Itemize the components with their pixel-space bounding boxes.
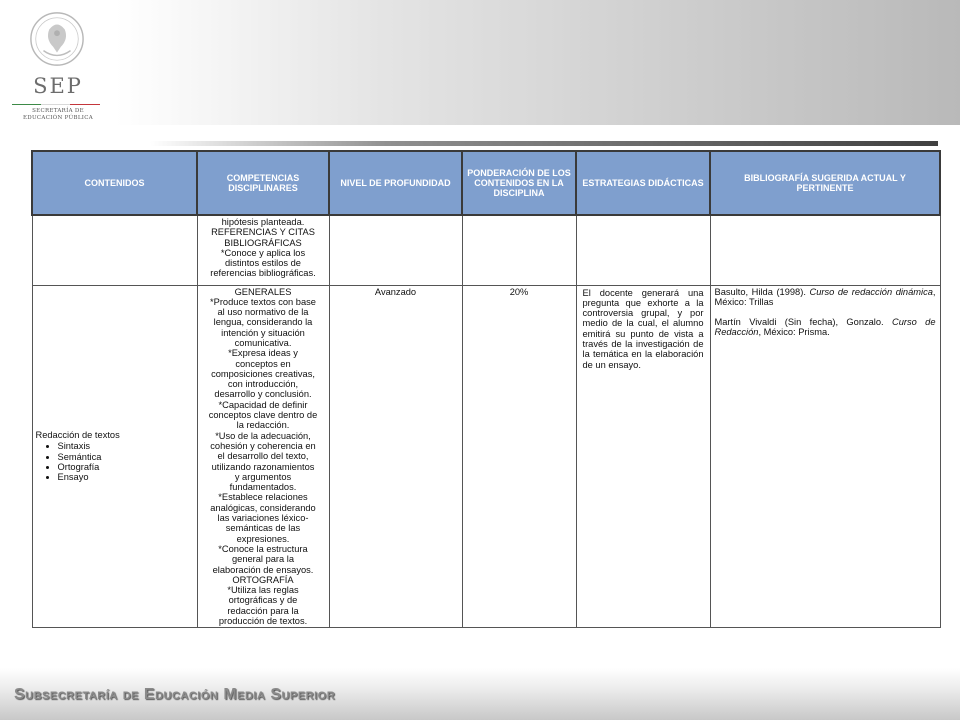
competencia-line: *Conoce la estructura: [218, 543, 308, 554]
competencia-line: conceptos en: [235, 358, 291, 369]
competencia-line: las variaciones léxico-: [217, 513, 309, 524]
competencia-line: REFERENCIAS Y CITAS: [211, 227, 315, 238]
list-item: • Semántica: [58, 452, 194, 462]
row1-estrategias-cell: [576, 215, 710, 285]
bib2-author: Martín Vivaldi (Sin fecha), Gonzalo.: [714, 317, 884, 328]
competencia-line: fundamentados.: [229, 482, 297, 493]
list-item: • Sintaxis: [58, 441, 194, 451]
competencia-line: *Capacidad de definir: [218, 399, 308, 410]
competencia-line: cohesión y coherencia en: [210, 440, 316, 451]
competencia-line: elaboración de ensayos.: [212, 564, 314, 575]
competencia-line: *Uso de la adecuación,: [215, 430, 311, 441]
header-bibliografia: BIBLIOGRAFÍA SUGERIDA ACTUAL Y PERTINENTE: [710, 151, 940, 215]
sep-subtitle: [8, 108, 108, 122]
header-ponderacion: PONDERACIÓN DE LOS CONTENIDOS EN LA DISCIPLINA: [462, 151, 576, 215]
competencia-line: producción de textos.: [218, 616, 308, 626]
bib1-author: Basulto, Hilda (1998).: [714, 286, 806, 297]
competencia-line: el desarrollo del texto,: [217, 451, 309, 462]
sep-subtitle-line1: SECRETARÍA DE: [32, 108, 84, 114]
sep-logo: [8, 8, 108, 120]
competencia-line: BIBLIOGRÁFICAS: [224, 237, 302, 248]
bibliography-entry-2: [715, 317, 936, 338]
list-item: • Ortografía: [58, 462, 194, 472]
header-contenidos: CONTENIDOS: [32, 151, 197, 215]
contenido-list: [36, 441, 194, 482]
contenido-title: Redacción de textos: [35, 430, 120, 441]
table-header-row: [32, 151, 940, 215]
row1-nivel-cell: [329, 215, 462, 285]
bib1-title: Curso de redacción dinámica: [809, 286, 933, 297]
competencia-line: expresiones.: [236, 533, 290, 544]
header-nivel: NIVEL DE PROFUNDIDAD: [329, 151, 462, 215]
list-item: • Ensayo: [58, 472, 194, 482]
estrategias-text: El docente generará una pregunta que exhorte a la controversia grupal, y por medio de la cual, el alumno emitirá su punto de vista a través de la investigación de la temática en la elaboración de un ensayo.: [582, 287, 704, 370]
competencia-line: *Conoce y aplica los: [220, 247, 306, 258]
sep-wordmark: SEP: [33, 74, 83, 98]
table-top-divider: [150, 141, 938, 146]
bib1-rest: , México: Trillas: [714, 286, 936, 307]
row1-contenidos-cell: [32, 215, 197, 285]
competencia-line: ORTOGRAFÍA: [232, 574, 294, 585]
competencia-line: y argumentos: [234, 471, 292, 482]
competencia-line: distintos estilos de: [225, 258, 301, 269]
competencia-line: desarrollo y conclusión.: [214, 389, 312, 400]
national-seal-icon: [28, 10, 86, 68]
ponderacion-value: 20%: [509, 286, 529, 297]
competencia-line: comunicativa.: [234, 337, 292, 348]
bib2-rest: , México: Prisma.: [758, 327, 830, 338]
competencia-line: *Establece relaciones: [218, 492, 308, 503]
row2-nivel-cell: [329, 285, 462, 628]
table-row: [32, 285, 940, 628]
competencia-line: *Expresa ideas y: [228, 348, 298, 359]
sep-subtitle-line2: EDUCACIÓN PÚBLICA: [22, 115, 94, 121]
competencia-line: semánticas de las: [225, 523, 301, 534]
row2-bibliografia-cell: [710, 285, 940, 628]
competencia-line: utilizando razonamientos: [211, 461, 315, 472]
curriculum-table: [31, 150, 941, 628]
row2-estrategias-cell: [576, 285, 710, 628]
competencia-line: referencias bibliográficas.: [210, 268, 316, 279]
row1-bibliografia-cell: [710, 215, 940, 285]
header-estrategias: ESTRATEGIAS DIDÁCTICAS: [576, 151, 710, 215]
competencia-line: *Utiliza las reglas: [227, 585, 299, 596]
table-row: [32, 215, 940, 285]
row1-ponderacion-cell: [462, 215, 576, 285]
bib2-title: Curso de Redacción: [714, 317, 936, 338]
competencia-line: GENERALES: [234, 286, 292, 297]
competencia-line: general para la: [231, 554, 295, 565]
nivel-value: Avanzado: [374, 286, 417, 297]
competencia-line: redacción para la: [227, 605, 299, 616]
competencia-line: ortográficas y de: [228, 595, 298, 606]
competencia-line: hipótesis planteada.: [221, 217, 305, 227]
competencia-line: la redacción.: [236, 420, 290, 431]
row2-ponderacion-cell: [462, 285, 576, 628]
row1-competencias-cell: [197, 215, 329, 285]
bibliography-entry-1: [715, 287, 936, 308]
row2-competencias-cell: [197, 285, 329, 628]
header-band: [0, 0, 960, 125]
competencia-line: con introducción,: [227, 379, 299, 390]
competencia-line: *Produce textos con base: [210, 296, 316, 307]
row2-contenidos-cell: [32, 285, 197, 628]
header-competencias: COMPETENCIAS DISCIPLINARES: [197, 151, 329, 215]
sep-tricolor-line: [12, 104, 100, 105]
competencia-line: lengua, considerando la: [213, 317, 313, 328]
competencia-line: analógicas, considerando: [210, 502, 316, 513]
footer-title: Subsecretaría de Educación Media Superior: [14, 686, 336, 703]
competencia-line: al uso normativo de la: [217, 307, 309, 318]
competencia-line: composiciones creativas,: [211, 368, 315, 379]
competencia-line: conceptos clave dentro de: [208, 410, 318, 421]
competencia-line: intención y situación: [221, 327, 305, 338]
